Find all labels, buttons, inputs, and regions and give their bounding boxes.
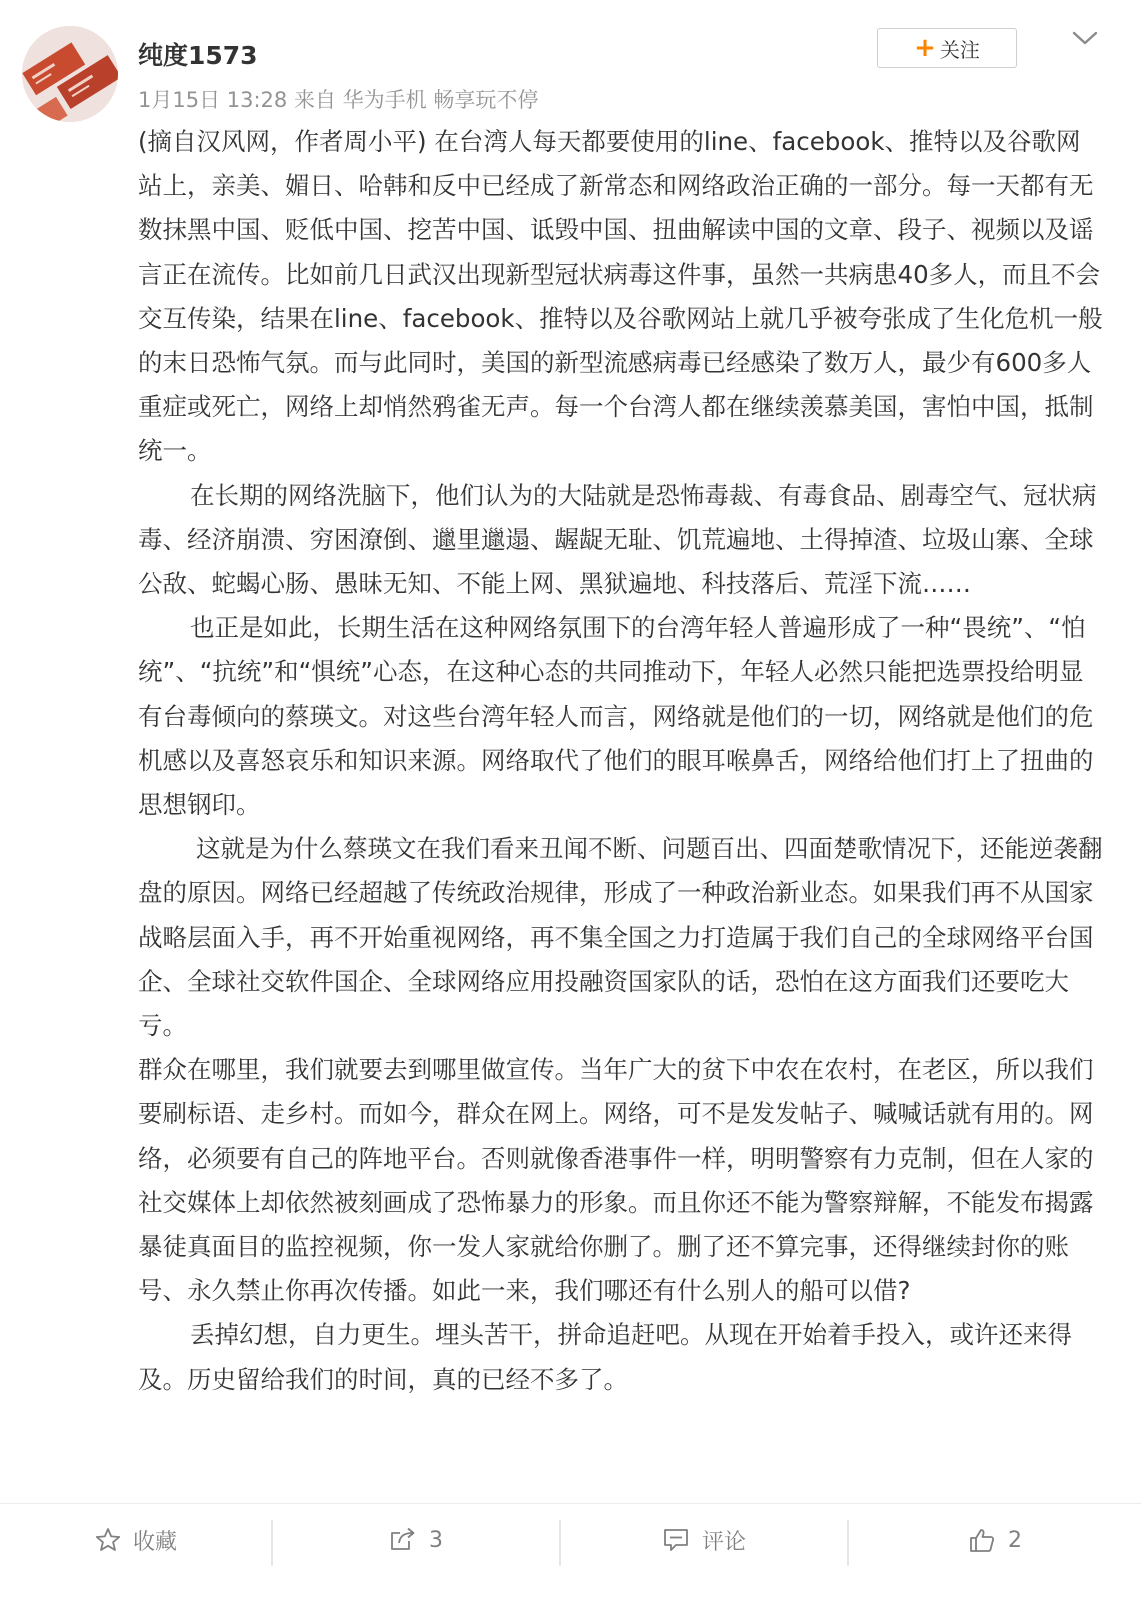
repost-count: 3 — [429, 1527, 443, 1553]
repost-icon — [389, 1527, 417, 1553]
favorite-button[interactable] — [0, 1504, 272, 1576]
thumb-up-icon — [968, 1527, 996, 1553]
action-bar — [0, 1503, 1141, 1576]
post-meta — [138, 84, 538, 114]
star-icon — [95, 1527, 121, 1553]
paragraph: 群众在哪里，我们就要去到哪里做宣传。当年广大的贫下中农在农村，在老区，所以我们要刷标语、走乡村。而如今，群众在网上。网络，可不是发发帖子、喊喊话就有用的。网络，必须要有自己的阵地平台。否则就像香港事件一样，明明警察有力克制，但在人家的社交媒体上却依然被刻画成了恐怖暴力的形象。而且你还不能为警察辩解，不能发布揭露暴徒真面目的监控视频，你一发人家就给你删了。删了还不算完事，还得继续封你的账号、永久禁止你再次传播。如此一来，我们哪还有什么别人的船可以借? — [138, 1055, 1094, 1306]
avatar[interactable] — [22, 26, 118, 122]
paragraph: 也正是如此，长期生活在这种网络氛围下的台湾年轻人普遍形成了一种“畏统”、“怕统”、“抗统”和“惧统”心态，在这种心态的共同推动下，年轻人必然只能把选票投给明显有台毒倾向的蔡瑛文。对这些台湾年轻人而言，网络就是他们的一切，网络就是他们的危机感以及喜怒哀乐和知识来源。网络取代了他们的眼耳喉鼻舌，网络给他们打上了扭曲的思想钢印。 — [138, 613, 1094, 820]
comment-label: 评论 — [701, 1529, 746, 1555]
paragraph: 在长期的网络洗脑下，他们认为的大陆就是恐怖毒裁、有毒食品、剧毒空气、冠状病毒、经济崩溃、穷困潦倒、邋里邋遢、龌龊无耻、饥荒遍地、土得掉渣、垃圾山寨、全球公敌、蛇蝎心肠、愚昧无知、不能上网、黑狱遍地、科技落后、荒淫下流…… — [138, 480, 1097, 599]
like-button[interactable] — [849, 1504, 1141, 1576]
avatar-image — [22, 26, 118, 122]
post-source: 来自 华为手机 畅享玩不停 — [293, 88, 539, 112]
paragraph: (摘自汉风网，作者周小平) 在台湾人每天都要使用的line、facebook、推特以及谷歌网站上，亲美、媚日、哈韩和反中已经成了新常态和网络政治正确的一部分。每一天都有无数抹黑中国、贬低中国、挖苦中国、诋毁中国、扭曲解读中国的文章、段子、视频以及谣言正在流传。比如前几日武汉出现新型冠状病毒这件事，虽然一共病患40多人，而且不会交互传染，结果在line、facebook、推特以及谷歌网站上就几乎被夸张成了生化危机一般的末日恐怖气氛。而与此同时，美国的新型流感病毒已经感染了数万人，最少有600多人重症或死亡，网络上却悄然鸦雀无声。每一个台湾人都在继续羡慕美国，害怕中国，抵制统一。 — [138, 127, 1103, 466]
paragraph: 这就是为什么蔡瑛文在我们看来丑闻不断、问题百出、四面楚歌情况下，还能逆袭翻盘的原因。网络已经超越了传统政治规律，形成了一种政治新业态。如果我们再不从国家战略层面入手，再不开始重视网络，再不集全国之力打造属于我们自己的全球网络平台国企、全球社交软件国企、全球网络应用投融资国家队的话，恐怕在这方面我们还要吃大亏。 — [138, 834, 1103, 1041]
comment-icon — [662, 1527, 690, 1553]
like-count: 2 — [1008, 1527, 1022, 1553]
comment-button[interactable] — [561, 1504, 847, 1576]
author-name[interactable]: 纯度1573 — [138, 41, 258, 70]
paragraph: 丢掉幻想，自力更生。埋头苦干，拼命追赶吧。从现在开始着手投入，或许还来得及。历史留给我们的时间，真的已经不多了。 — [138, 1320, 1072, 1394]
repost-button[interactable] — [273, 1504, 559, 1576]
plus-icon: + — [914, 33, 936, 63]
follow-button[interactable] — [877, 28, 1017, 68]
favorite-label: 收藏 — [132, 1529, 177, 1555]
post-time[interactable]: 1月15日 13:28 — [138, 88, 288, 112]
post-content — [138, 120, 1103, 1402]
follow-label: 关注 — [939, 37, 980, 62]
chevron-down-icon[interactable] — [1070, 28, 1100, 48]
